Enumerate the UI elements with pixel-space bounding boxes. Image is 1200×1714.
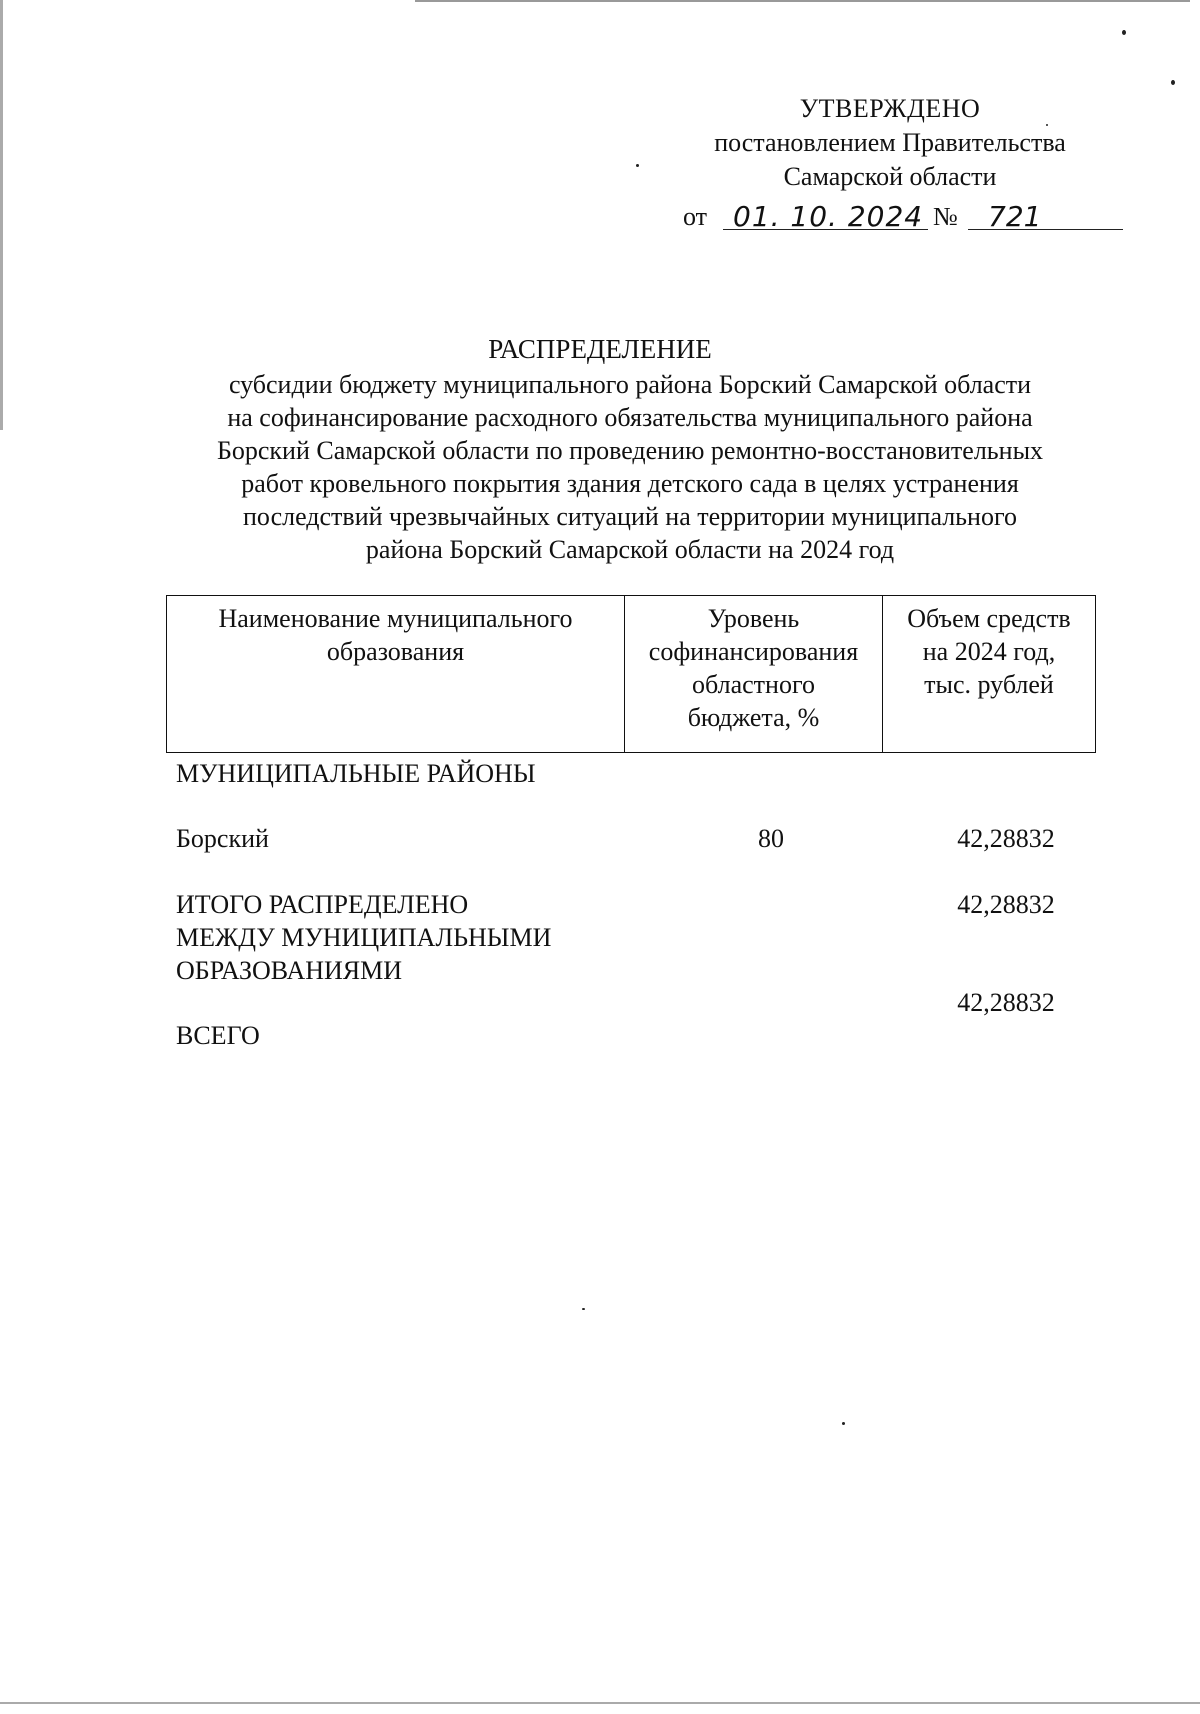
total-volume: 42,28832 <box>957 988 1055 1017</box>
header-text: Объем средств <box>907 604 1071 633</box>
column-header-volume <box>883 596 1095 752</box>
scan-speck <box>582 1308 585 1310</box>
approval-block <box>660 92 1120 194</box>
subtotal-volume: 42,28832 <box>957 890 1055 919</box>
approval-date: 01. 10. 2024 <box>723 200 928 230</box>
approval-number: 721 <box>968 200 1123 230</box>
date-prefix: от <box>683 202 708 231</box>
section-label: МУНИЦИПАЛЬНЫЕ РАЙОНЫ <box>176 759 536 788</box>
header-text: Наименование муниципального <box>218 604 573 633</box>
subtitle-line: на софинансирование расходного обязательства муниципального района <box>227 403 1033 432</box>
scan-speck <box>636 164 639 167</box>
column-header-name <box>167 596 625 752</box>
subtotal-label-line: ИТОГО РАСПРЕДЕЛЕНО <box>176 890 469 919</box>
number-prefix: № <box>933 202 958 231</box>
scan-edge <box>0 1702 1200 1704</box>
header-text: образования <box>326 637 465 666</box>
row-name: Борский <box>176 824 269 853</box>
subtotal-label-line: МЕЖДУ МУНИЦИПАЛЬНЫМИ <box>176 923 552 952</box>
header-text: софинансирования <box>648 637 859 666</box>
total-label: ВСЕГО <box>176 1021 260 1050</box>
approval-authority: постановлением Правительства <box>714 128 1066 157</box>
header-text: областного <box>692 670 815 699</box>
header-text: бюджета, % <box>687 703 820 732</box>
row-volume: 42,28832 <box>957 824 1055 853</box>
subtitle-line: последствий чрезвычайных ситуаций на территории муниципального <box>243 502 1017 531</box>
scan-edge <box>415 0 1190 2</box>
subtotal-label-line: ОБРАЗОВАНИЯМИ <box>176 956 403 985</box>
subtitle-line: работ кровельного покрытия здания детского сада в целях устранения <box>241 469 1019 498</box>
subtitle-line: субсидии бюджету муниципального района Борский Самарской области <box>228 370 1032 399</box>
header-text: Уровень <box>707 604 800 633</box>
subtitle-line: района Борский Самарской области на 2024 год <box>365 535 895 564</box>
header-text: тыс. рублей <box>924 670 1054 699</box>
approval-region: Самарской области <box>783 162 997 191</box>
document-title: РАСПРЕДЕЛЕНИЕ <box>488 334 712 364</box>
column-header-level <box>625 596 883 752</box>
scan-speck <box>842 1422 845 1425</box>
header-text: на 2024 год, <box>922 637 1056 666</box>
scan-speck <box>1122 30 1126 35</box>
row-level: 80 <box>758 824 784 853</box>
scan-speck <box>1171 80 1175 85</box>
approval-heading: УТВЕРЖДЕНО <box>799 94 981 123</box>
table-header <box>166 595 1096 753</box>
approval-date-number <box>683 200 1123 236</box>
subtitle-line: Борский Самарской области по проведению ремонтно-восстановительных <box>216 436 1044 465</box>
subtotal-label <box>176 888 551 987</box>
document-subtitle <box>150 368 1110 566</box>
